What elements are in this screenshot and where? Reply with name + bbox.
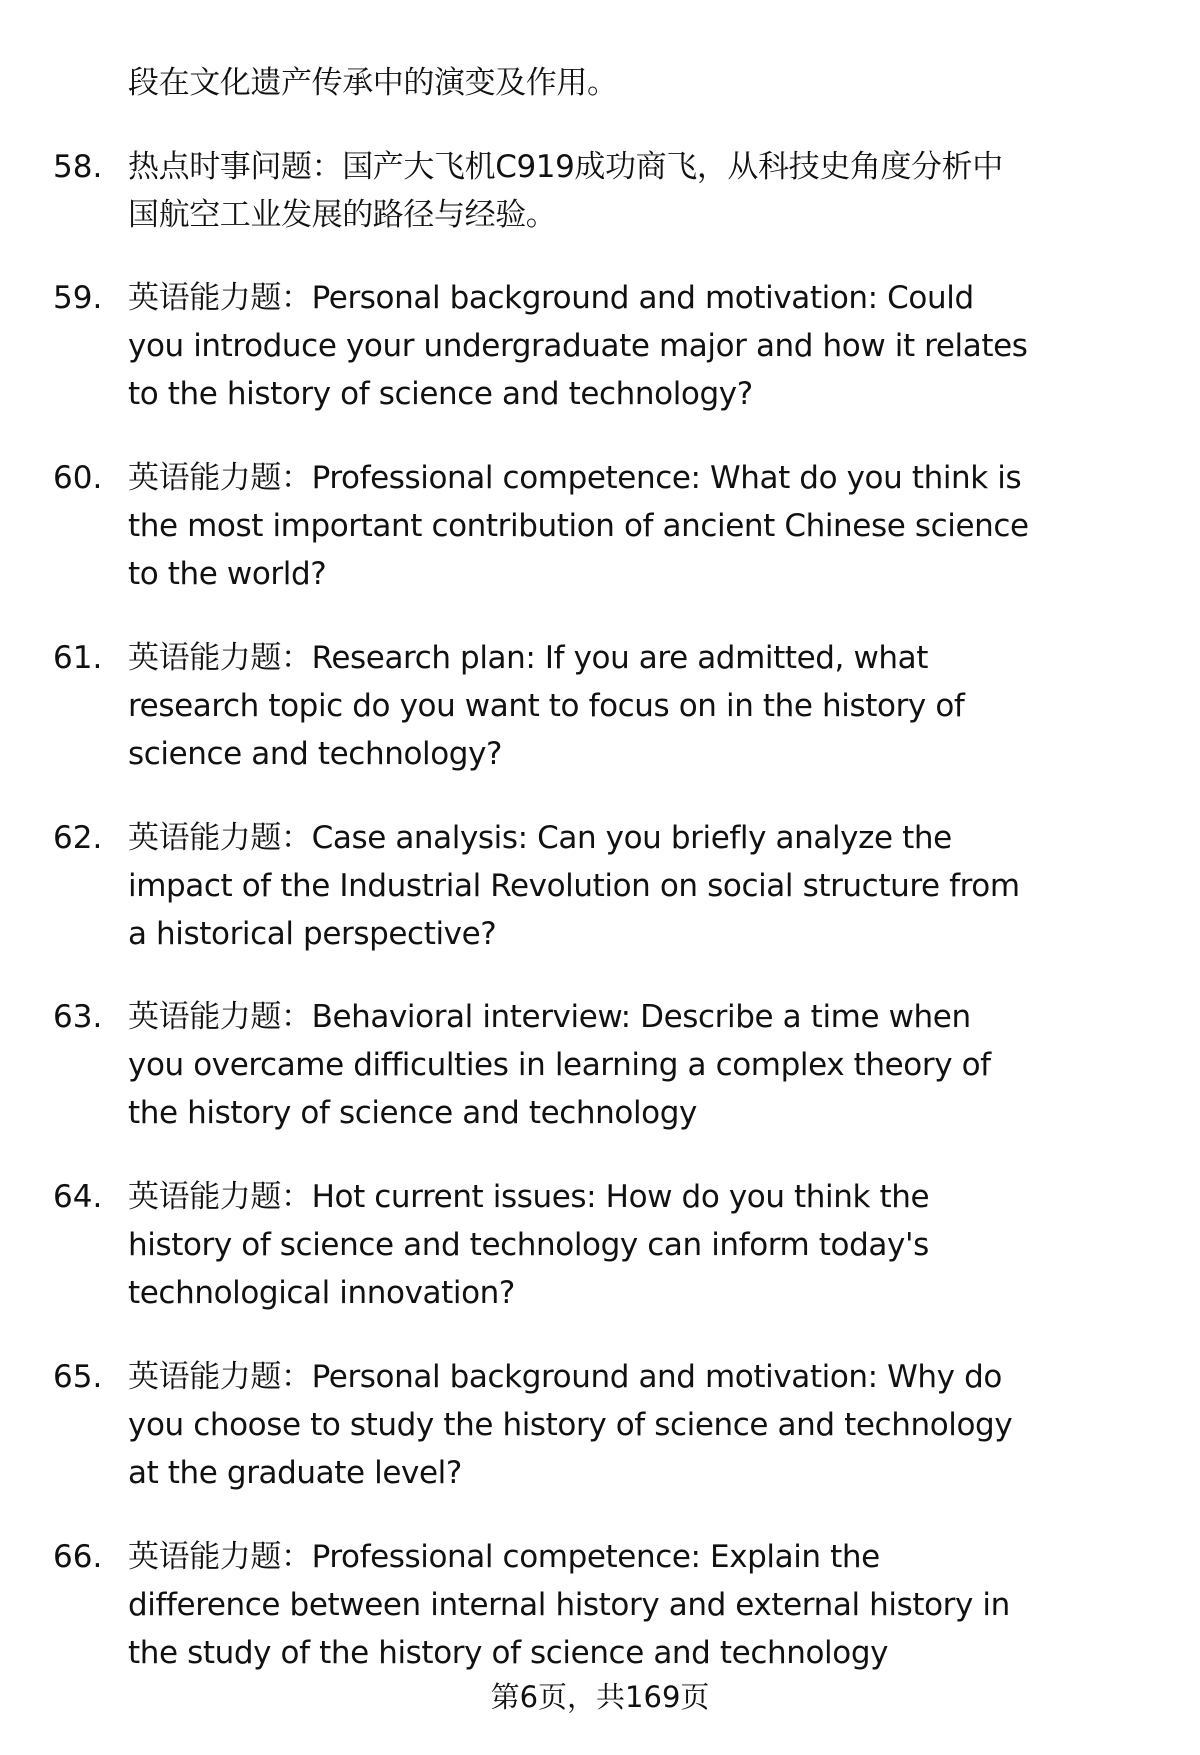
text-line: at the graduate level?: [128, 1455, 462, 1491]
text-line: 英语能力题：Professional competence: What do you think is: [128, 460, 1022, 496]
text-line: the most important contribution of ancient Chinese science: [128, 508, 1029, 544]
question-number: 59.: [53, 280, 103, 316]
question-number: 62.: [53, 820, 103, 856]
text-line: you introduce your undergraduate major and how it relates: [128, 328, 1028, 364]
text-line: to the history of science and technology?: [128, 376, 753, 412]
text-line: 英语能力题：Professional competence: Explain the: [128, 1539, 880, 1575]
question-text: [128, 454, 1188, 598]
text-line: 英语能力题：Behavioral interview: Describe a time when: [128, 999, 971, 1035]
text-line: 英语能力题：Personal background and motivation: Could: [128, 280, 974, 316]
text-line: research topic do you want to focus on in the history of: [128, 688, 965, 724]
text-line: 段在文化遗产传承中的演变及作用。: [128, 65, 618, 101]
question-number: 63.: [53, 999, 103, 1035]
question-text: [128, 1533, 1188, 1677]
text-line: history of science and technology can inform today's: [128, 1227, 929, 1263]
question-number: 58.: [53, 149, 103, 185]
question-text: [128, 1353, 1188, 1497]
text-line: the study of the history of science and technology: [128, 1635, 889, 1671]
question-text: [128, 993, 1188, 1137]
question-text: [128, 274, 1188, 418]
text-line: technological innovation?: [128, 1275, 515, 1311]
text-line: a historical perspective?: [128, 916, 497, 952]
text-line: difference between internal history and external history in: [128, 1587, 1010, 1623]
question-number: 66.: [53, 1539, 103, 1575]
question-number: 64.: [53, 1179, 103, 1215]
question-text: [128, 143, 1188, 239]
question-number: 65.: [53, 1359, 103, 1395]
text-line: the history of science and technology: [128, 1095, 697, 1131]
text-line: to the world?: [128, 556, 327, 592]
text-line: 英语能力题：Research plan: If you are admitted, what: [128, 640, 928, 676]
question-text: [128, 814, 1188, 958]
page-number: 第6页，共169页: [490, 1680, 710, 1714]
text-line: science and technology?: [128, 736, 503, 772]
text-line: 英语能力题：Hot current issues: How do you think the: [128, 1179, 930, 1215]
text-line: you choose to study the history of science and technology: [128, 1407, 1013, 1443]
question-text: [128, 1173, 1188, 1317]
text-line: you overcame difficulties in learning a complex theory of: [128, 1047, 991, 1083]
text-line: 热点时事问题：国产大飞机C919成功商飞，从科技史角度分析中: [128, 149, 1003, 185]
text-line: 英语能力题：Personal background and motivation: Why do: [128, 1359, 1002, 1395]
question-text: [128, 634, 1188, 778]
text-line: impact of the Industrial Revolution on social structure from: [128, 868, 1020, 904]
text-line: 英语能力题：Case analysis: Can you briefly analyze the: [128, 820, 952, 856]
question-number: 60.: [53, 460, 103, 496]
text-line: 国航空工业发展的路径与经验。: [128, 197, 557, 233]
question-number: 61.: [53, 640, 103, 676]
